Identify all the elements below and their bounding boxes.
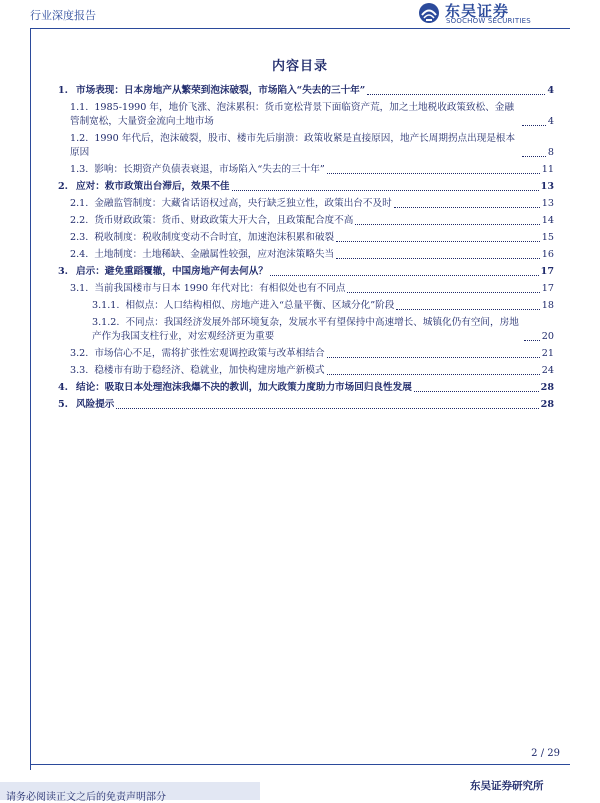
toc-entry-number: 2.4. — [70, 249, 89, 260]
logo-chinese-name: 东吴证券 — [445, 2, 510, 20]
toc-entry-page: 18 — [541, 300, 554, 311]
toc-entry-label: 1985-1990 年，地价飞涨、泡沫累积：货币宽松背景下面临资产荒，加之土地税收政策致松、金融管制宽松，大量资金流向土地市场 — [70, 102, 514, 127]
toc-entry-number: 3.1. — [70, 283, 89, 294]
toc-entry-number: 3.1.1. — [92, 300, 120, 311]
toc-entry-page: 21 — [541, 348, 554, 359]
disclaimer-text: 请务必阅读正文之后的免责声明部分 — [6, 792, 166, 803]
toc-entry-title — [92, 299, 394, 313]
toc-entry-title — [70, 231, 334, 245]
toc-entry[interactable] — [58, 231, 554, 245]
toc-entry-number: 4. — [58, 382, 69, 393]
toc-entry-number: 1.3. — [70, 164, 89, 175]
page-number: 2 / 29 — [531, 748, 560, 759]
toc-entry-label: 货币财政政策：货币、财政政策大开大合，且政策配合度不高 — [94, 215, 354, 226]
toc-dot-leader — [327, 374, 540, 375]
toc-dot-leader — [524, 340, 540, 341]
toc-entry-label: 风险提示 — [76, 399, 115, 410]
toc-entry-number: 3.3. — [70, 365, 89, 376]
brand-logo — [418, 1, 568, 27]
toc-entry-number: 2.1. — [70, 198, 89, 209]
toc-entry-number: 1.2. — [70, 133, 89, 144]
toc-entry-page: 28 — [540, 382, 554, 393]
toc-entry[interactable] — [58, 214, 554, 228]
toc-dot-leader — [367, 94, 545, 95]
toc-entry[interactable] — [58, 316, 554, 344]
toc-entry[interactable] — [58, 282, 554, 296]
toc-entry-label: 启示：避免重蹈覆辙，中国房地产何去何从？ — [76, 266, 268, 277]
toc-entry-title — [70, 163, 325, 177]
toc-dot-leader — [396, 309, 539, 310]
soochow-logo-icon — [418, 2, 440, 24]
toc-entry[interactable] — [58, 197, 554, 211]
toc-entry[interactable] — [58, 299, 554, 313]
toc-entry-title — [58, 381, 412, 395]
toc-entry-number: 3.2. — [70, 348, 89, 359]
toc-entry[interactable] — [58, 101, 554, 129]
toc-entry[interactable] — [58, 163, 554, 177]
toc-dot-leader — [394, 207, 540, 208]
toc-dot-leader — [232, 190, 539, 191]
toc-entry-title — [70, 347, 325, 361]
report-type-label: 行业深度报告 — [30, 9, 96, 22]
toc-entry-title — [70, 101, 520, 129]
toc-entry-number: 2. — [58, 181, 69, 192]
toc-entry[interactable] — [58, 132, 554, 160]
toc-dot-leader — [336, 258, 540, 259]
toc-dot-leader — [355, 224, 539, 225]
toc-entry[interactable] — [58, 265, 554, 279]
toc-entry[interactable] — [58, 364, 554, 378]
header-divider — [30, 28, 570, 29]
toc-entry-page: 17 — [540, 266, 554, 277]
toc-entry-title — [70, 132, 520, 160]
toc-entry-number: 3. — [58, 266, 69, 277]
toc-entry-number: 2.2. — [70, 215, 89, 226]
toc-entry-page: 4 — [547, 85, 554, 96]
toc-entry-title — [92, 316, 522, 344]
toc-entry-page: 14 — [541, 215, 554, 226]
toc-dot-leader — [414, 391, 539, 392]
toc-entry-label: 金融监管制度：大藏省话语权过高，央行缺乏独立性，政策出台不及时 — [94, 198, 392, 209]
toc-entry-page: 17 — [541, 283, 554, 294]
toc-entry[interactable] — [58, 347, 554, 361]
toc-entry-label: 税收制度：税收制度变动不合时宜，加速泡沫积累和破裂 — [94, 232, 335, 243]
toc-entry-page: 20 — [541, 331, 554, 342]
toc-entry-title — [58, 265, 268, 279]
toc-entry-number: 1. — [58, 85, 69, 96]
toc-entry-title — [70, 197, 392, 211]
logo-english-name: SOOCHOW SECURITIES — [446, 17, 531, 25]
toc-entry[interactable] — [58, 180, 554, 194]
toc-entry-label: 应对：救市政策出台滞后，效果不佳 — [76, 181, 230, 192]
toc-entry-label: 结论：吸取日本处理泡沫我爆不决的教训，加大政策力度助力市场回归良性发展 — [76, 382, 412, 393]
toc-entry-label: 影响：长期资产负债表衰退，市场陷入“失去的三十年” — [94, 164, 325, 175]
toc-entry-label: 当前我国楼市与日本 1990 年代对比：有相似处也有不同点 — [94, 283, 346, 294]
toc-entry-page: 28 — [540, 399, 554, 410]
toc-entry-title — [70, 248, 334, 262]
toc-entry-page: 13 — [541, 198, 554, 209]
toc-entry-number: 2.3. — [70, 232, 89, 243]
toc-entry-label: 土地制度：土地稀缺、金融属性较强，应对泡沫策略失当 — [94, 249, 335, 260]
toc-entry-page: 11 — [541, 164, 554, 175]
toc-entry-title — [58, 180, 230, 194]
toc-entry-page: 4 — [547, 116, 554, 127]
toc-entry[interactable] — [58, 381, 554, 395]
table-of-contents — [58, 82, 554, 415]
toc-entry-label: 1990 年代后，泡沫破裂，股市、楼市先后崩溃：政策收紧是直接原因，地产长周期拐点出现是根本原因 — [70, 133, 516, 158]
toc-entry-title — [70, 364, 325, 378]
toc-entry-title — [70, 214, 353, 228]
disclaimer-notice — [0, 782, 260, 803]
toc-entry-number: 3.1.2. — [92, 317, 120, 328]
toc-entry-page: 24 — [541, 365, 554, 376]
toc-entry[interactable] — [58, 84, 554, 98]
toc-dot-leader — [522, 156, 546, 157]
toc-entry-title — [58, 398, 114, 412]
toc-entry-label: 不同点：我国经济发展外部环境复杂，发展水平有望保持中高速增长、城镇化仍有空间，房地产作为我国支柱行业，对宏观经济更为重要 — [92, 317, 519, 342]
toc-entry[interactable] — [58, 248, 554, 262]
toc-entry-label: 市场信心不足，需将扩张性宏观调控政策与改革相结合 — [94, 348, 325, 359]
toc-dot-leader — [116, 408, 538, 409]
toc-dot-leader — [347, 292, 539, 293]
toc-dot-leader — [327, 173, 540, 174]
footer-divider — [30, 764, 570, 765]
toc-entry[interactable] — [58, 398, 554, 412]
toc-entry-title — [58, 84, 365, 98]
toc-dot-leader — [270, 275, 539, 276]
toc-entry-page: 13 — [540, 181, 554, 192]
toc-entry-label: 相似点：人口结构相似、房地产进入“总量平衡、区域分化”阶段 — [125, 300, 395, 311]
left-margin-rule — [30, 28, 31, 770]
toc-entry-number: 5. — [58, 399, 69, 410]
toc-entry-number: 1.1. — [70, 102, 89, 113]
toc-dot-leader — [522, 125, 546, 126]
toc-entry-label: 市场表现：日本房地产从繁荣到泡沫破裂，市场陷入“失去的三十年” — [76, 85, 366, 96]
page-header — [0, 0, 600, 30]
toc-dot-leader — [327, 357, 540, 358]
toc-entry-label: 稳楼市有助于稳经济、稳就业，加快构建房地产新模式 — [94, 365, 325, 376]
toc-title: 内容目录 — [271, 59, 328, 74]
toc-entry-page: 8 — [547, 147, 554, 158]
toc-entry-page: 16 — [541, 249, 554, 260]
toc-entry-title — [70, 282, 345, 296]
research-institute-name: 东吴证券研究所 — [470, 780, 544, 792]
toc-dot-leader — [336, 241, 540, 242]
toc-entry-page: 15 — [541, 232, 554, 243]
